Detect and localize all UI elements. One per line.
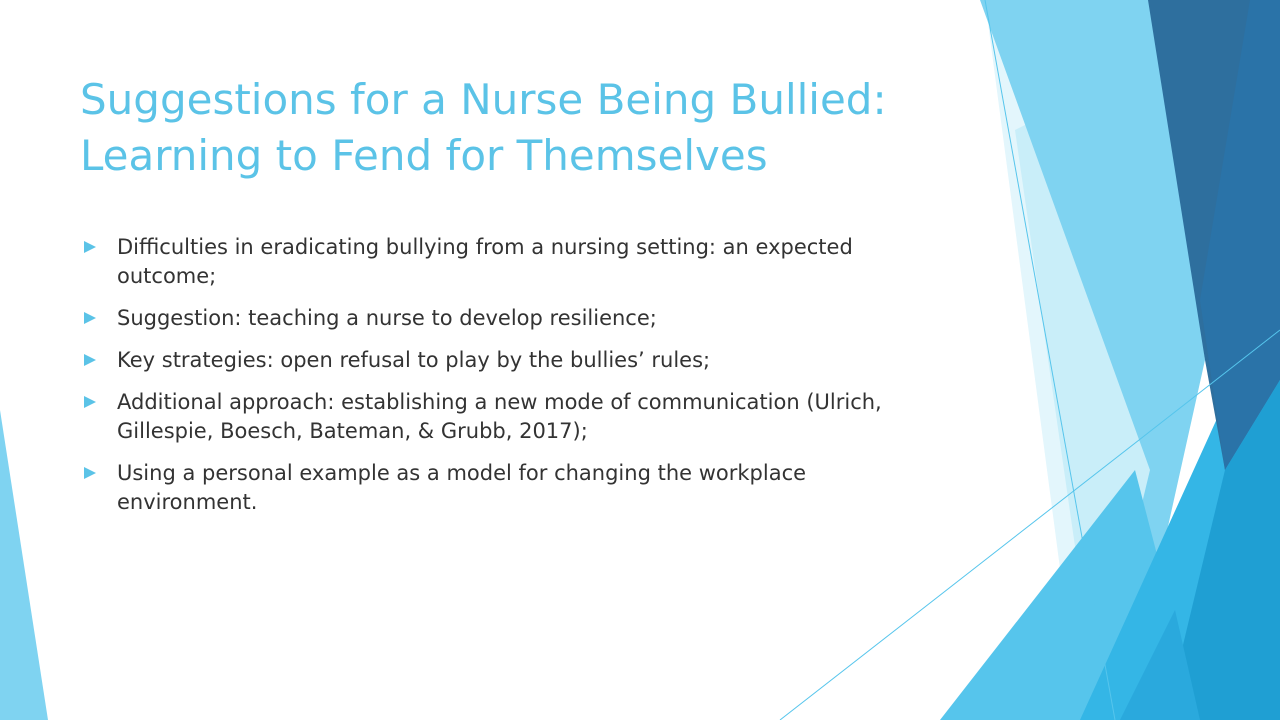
- bullet-text: Using a personal example as a model for changing the workplace environment.: [117, 461, 807, 514]
- triangle-bullet-icon: [84, 241, 96, 253]
- bullet-text: Additional approach: establishing a new mode of communication (Ulrich, Gillespie, Boesch, Bateman, & Grubb, 2017);: [117, 390, 882, 443]
- triangle-bullet-icon: [84, 354, 96, 366]
- bullet-list: [80, 233, 930, 530]
- list-item: [80, 304, 930, 333]
- bullet-text: Difficulties in eradicating bullying from a nursing setting: an expected outcome;: [117, 235, 853, 288]
- bullet-text: Key strategies: open refusal to play by the bullies’ rules;: [117, 348, 711, 372]
- list-item: [80, 459, 930, 517]
- slide-title: Suggestions for a Nurse Being Bullied: Learning to Fend for Themselves: [80, 75, 887, 180]
- list-item: [80, 233, 930, 291]
- triangle-bullet-icon: [84, 467, 96, 479]
- list-item: [80, 388, 930, 446]
- bullet-text: Suggestion: teaching a nurse to develop resilience;: [117, 306, 657, 330]
- list-item: [80, 346, 930, 375]
- triangle-bullet-icon: [84, 312, 96, 324]
- left-edge-shape: [0, 410, 48, 720]
- triangle-bullet-icon: [84, 396, 96, 408]
